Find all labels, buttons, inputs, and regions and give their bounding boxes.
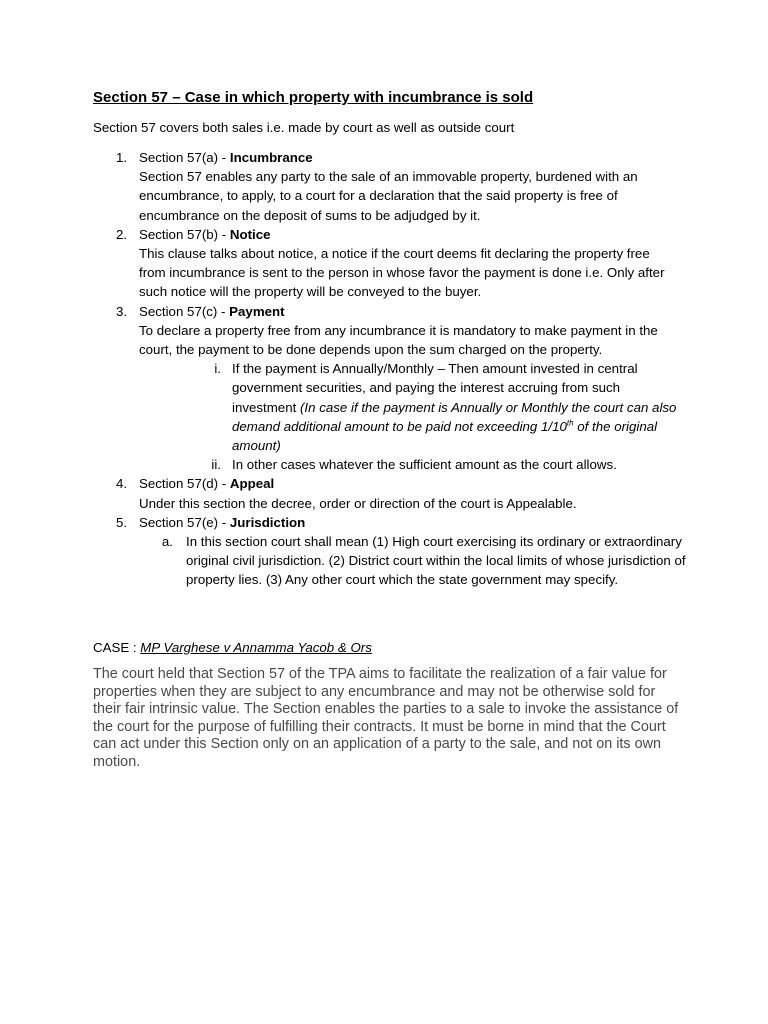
item-heading xyxy=(139,225,693,244)
list-item xyxy=(93,148,693,225)
item-prefix: Section 57(a) - xyxy=(139,150,230,165)
sub-list-item xyxy=(93,359,677,455)
list-number: 2. xyxy=(116,226,128,242)
list-number: 4. xyxy=(116,476,128,492)
item-heading-bold: Jurisdiction xyxy=(229,514,306,530)
superscript: th xyxy=(566,418,574,428)
item-text: To declare a property free from any incumbrance it is mandatory to make payment in the court, the payment to be done depends upon the sum charged on the property. xyxy=(139,322,658,358)
item-heading xyxy=(139,302,693,321)
item-text: This clause talks about notice, a notice if the court deems fit declaring the property free from incumbrance is sent to the person in whose favor the payment is done i.e. Only after such notice will the property will be conveyed to the buyer. xyxy=(139,246,665,300)
item-heading-bold: Incumbrance xyxy=(229,150,313,165)
item-text: Section 57 enables any party to the sale of an immovable property, burdened with an encumbrance, to apply, to a court for a declaration that the said property is free of encumbrance on the deposit of sums to be adjudged by it. xyxy=(139,169,638,223)
sub-list-number: i. xyxy=(214,361,221,377)
list-number: 3. xyxy=(116,303,128,319)
document-title: Section 57 – Case in which property with incumbrance is sold xyxy=(93,89,534,106)
item-prefix: Section 57(d) - xyxy=(139,476,230,492)
case-label: CASE : xyxy=(93,640,141,655)
item-heading xyxy=(139,148,693,167)
item-prefix: Section 57(b) - xyxy=(139,226,230,242)
sub-item-text: In this section court shall mean (1) High court exercising its ordinary or extraordinary original civil jurisdiction. (2) District court within the local limits of whose jurisdiction of property lies. (3) Any other court which the state government may specify. xyxy=(186,534,686,588)
sub-list-item xyxy=(93,532,686,590)
case-name: MP Varghese v Annamma Yacob & Ors xyxy=(140,640,372,655)
intro-text: Section 57 covers both sales i.e. made by court as well as outside court xyxy=(93,120,515,135)
list-number: 5. xyxy=(116,514,128,530)
sub-list-number: a. xyxy=(161,534,173,550)
sub-item-italic-end: of the original amount) xyxy=(232,418,658,454)
item-heading-bold: Appeal xyxy=(229,476,275,492)
section-list xyxy=(93,148,693,590)
case-summary-paragraph: The court held that Section 57 of the TPA aims to facilitate the realization of a fair value for properties when they are subject to any encumbrance and may not be otherwise sold for their fair intrinsic value. The Section enables the parties to a sale to invoke the assistance of the court for the purpose of fulfilling their contracts. It must be borne in mind that the Court can act under this Section only on an application of a party to the sale, and not on its own motion. xyxy=(93,666,679,770)
case-citation xyxy=(93,640,372,655)
sub-item-italic-text: (In case if the payment is Annually or Monthly the court can also demand additional amount to be paid not exceeding 1/10 xyxy=(232,399,677,434)
list-item xyxy=(93,302,693,360)
item-prefix: Section 57(c) - xyxy=(139,303,230,319)
item-prefix: Section 57(e) - xyxy=(139,514,230,530)
list-item xyxy=(93,225,693,302)
item-heading-bold: Notice xyxy=(229,226,271,242)
sub-list-item xyxy=(93,455,677,474)
list-item xyxy=(93,474,693,512)
list-number: 1. xyxy=(116,150,128,165)
sub-item-text: In other cases whatever the sufficient amount as the court allows. xyxy=(232,457,617,473)
item-heading-bold: Payment xyxy=(229,303,285,319)
item-heading xyxy=(139,474,693,493)
item-heading xyxy=(139,513,693,532)
sub-list-number: ii. xyxy=(211,457,221,473)
sub-item-text: If the payment is Annually/Monthly – Then amount invested in central government securities, and paying the interest accruing from such investment xyxy=(232,361,638,415)
item-text: Under this section the decree, order or direction of the court is Appealable. xyxy=(139,495,577,511)
list-item xyxy=(93,513,693,532)
